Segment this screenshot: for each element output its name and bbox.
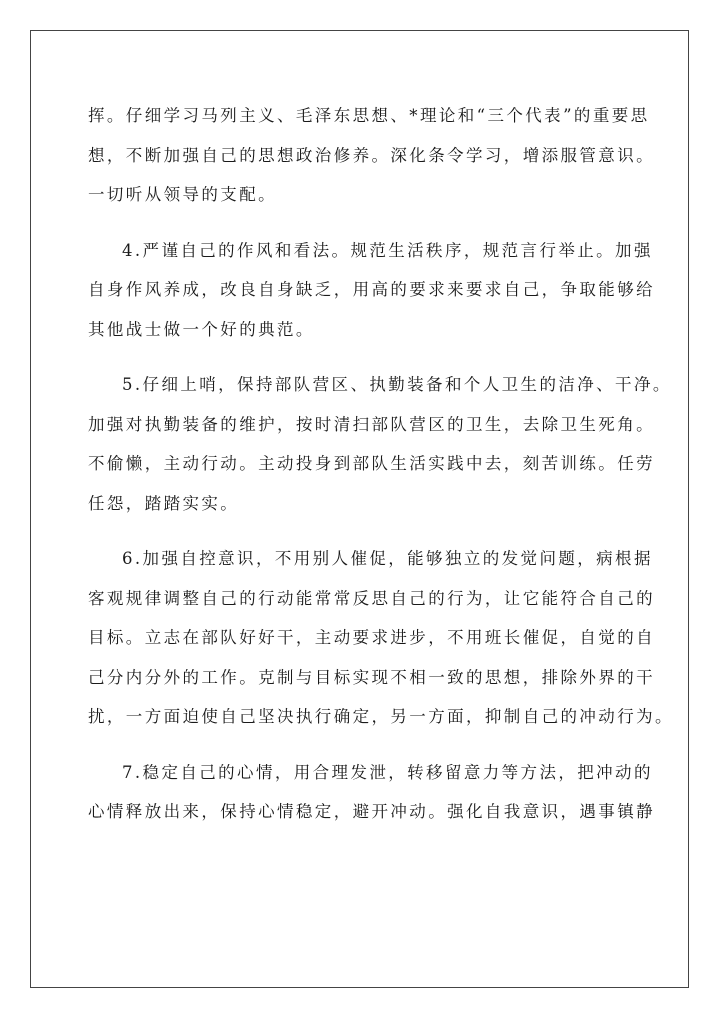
- text-line: 扰，一方面迫使自己坚决执行确定，另一方面，抑制自己的冲动行为。: [88, 707, 674, 726]
- text-line: 想，不断加强自己的思想政治修养。深化条令学习，增添服管意识。: [88, 145, 655, 165]
- text-line: 6.加强自控意识，不用别人催促，能够独立的发觉问题，病根据: [122, 549, 653, 568]
- text-line: 目标。立志在部队好好干，主动要求进步，不用班长催促，自觉的自: [88, 628, 655, 647]
- text-line: 4.严谨自己的作风和看法。规范生活秩序，规范言行举止。加强: [122, 240, 653, 260]
- text-line: 一切听从领导的支配。: [88, 185, 277, 204]
- text-line: 其他战士做一个好的典范。: [88, 319, 315, 339]
- document-body: [88, 96, 674, 832]
- paragraph-study-theory: [88, 96, 655, 215]
- text-line: 5.仔细上哨，保持部队营区、执勤装备和个人卫生的洁净、干净。: [122, 375, 672, 394]
- text-line: 自身作风养成，改良自身缺乏，用高的要求来要求自己，争取能够给: [88, 280, 655, 299]
- text-line: 加强对执勤装备的维护，按时清扫部队营区的卫生，去除卫生死角。: [88, 414, 655, 434]
- text-line: 挥。仔细学习马列主义、毛泽东思想、*理论和“三个代表”的重要思: [88, 106, 650, 125]
- text-line: 心情释放出来，保持心情稳定，避开冲动。强化自我意识，遇事镇静: [88, 802, 655, 821]
- paragraph-item-5: [88, 365, 672, 523]
- paragraph-item-6: [88, 539, 674, 737]
- text-line: 己分内分外的工作。克制与目标实现不相一致的思想，排除外界的干: [88, 667, 655, 687]
- paragraph-item-7: [88, 753, 655, 832]
- paragraph-item-4: [88, 231, 655, 350]
- text-line: 客观规律调整自己的行动能常常反思自己的行为，让它能符合自己的: [88, 588, 655, 608]
- text-line: 任怨，踏踏实实。: [88, 493, 240, 513]
- text-line: 不偷懒，主动行动。主动投身到部队生活实践中去，刻苦训练。任劳: [88, 454, 655, 473]
- text-line: 7.稳定自己的心情，用合理发泄，转移留意力等方法，把冲动的: [122, 762, 653, 782]
